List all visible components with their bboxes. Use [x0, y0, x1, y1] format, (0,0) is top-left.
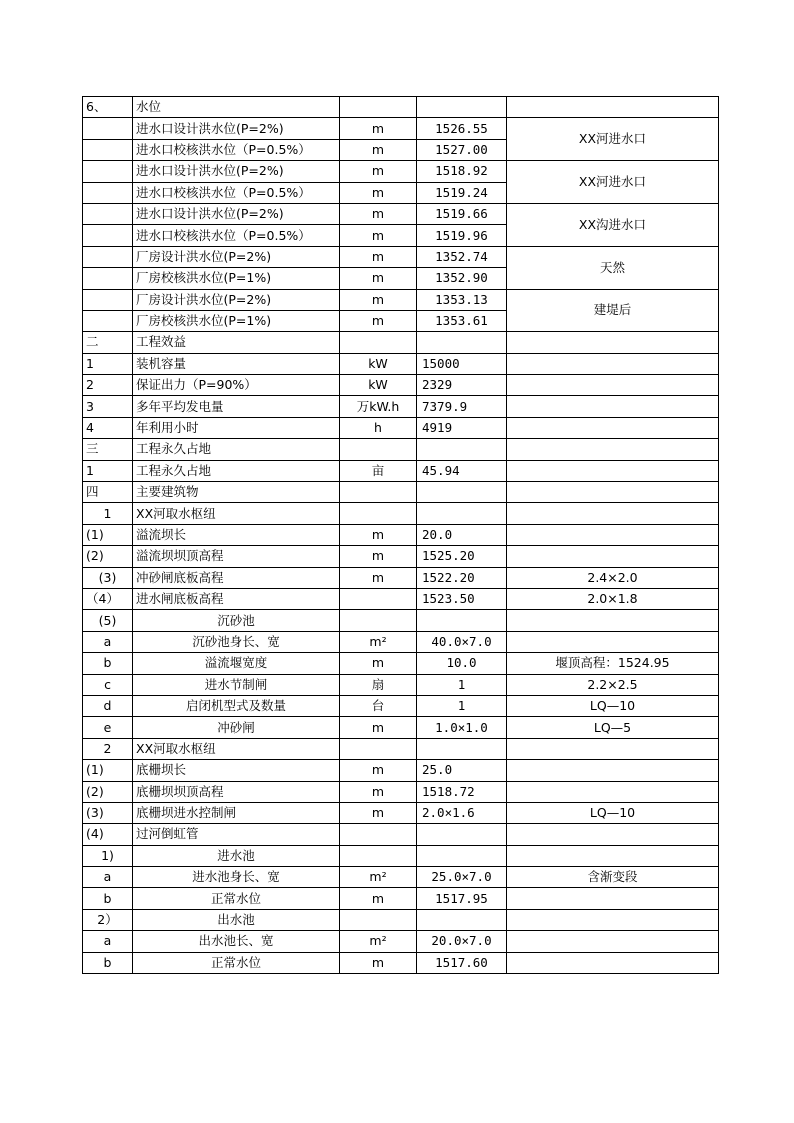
item-number-cell: 4 [83, 417, 133, 438]
unit-cell: m [340, 161, 417, 182]
item-name-cell: 进水口校核洪水位（P=0.5%） [133, 225, 340, 246]
item-name-cell: 溢流坝坝顶高程 [133, 546, 340, 567]
unit-cell: m² [340, 867, 417, 888]
remark-cell: 天然 [507, 246, 719, 289]
unit-cell: 亩 [340, 460, 417, 481]
table-row [83, 802, 719, 823]
item-name-cell: 沉砂池身长、宽 [133, 631, 340, 652]
value-cell: 1 [417, 695, 507, 716]
remark-cell: 堰顶高程：1524.95 [507, 653, 719, 674]
item-number-cell: 2 [83, 375, 133, 396]
item-name-cell: XX河取水枢纽 [133, 738, 340, 759]
unit-cell: m [340, 203, 417, 224]
remark-cell [507, 760, 719, 781]
value-cell: 1526.55 [417, 118, 507, 139]
remark-cell [507, 546, 719, 567]
value-cell [417, 845, 507, 866]
remark-cell [507, 375, 719, 396]
unit-cell: kW [340, 353, 417, 374]
unit-cell [340, 909, 417, 930]
item-name-cell: 冲砂闸底板高程 [133, 567, 340, 588]
value-cell [417, 610, 507, 631]
item-number-cell: (2) [83, 781, 133, 802]
unit-cell: m [340, 888, 417, 909]
item-number-cell: 1 [83, 353, 133, 374]
table-row [83, 845, 719, 866]
table-body [83, 97, 719, 974]
value-cell [417, 503, 507, 524]
table-row [83, 439, 719, 460]
value-cell [417, 909, 507, 930]
value-cell: 1523.50 [417, 588, 507, 609]
item-name-cell: 进水口设计洪水位(P=2%) [133, 118, 340, 139]
unit-cell: m [340, 139, 417, 160]
table-row [83, 631, 719, 652]
value-cell: 1525.20 [417, 546, 507, 567]
item-name-cell: 主要建筑物 [133, 482, 340, 503]
unit-cell: 万kW.h [340, 396, 417, 417]
value-cell: 1517.60 [417, 952, 507, 973]
item-name-cell: 底栅坝进水控制闸 [133, 802, 340, 823]
item-number-cell [83, 268, 133, 289]
item-name-cell: 出水池 [133, 909, 340, 930]
item-name-cell: 沉砂池 [133, 610, 340, 631]
unit-cell: m [340, 952, 417, 973]
item-number-cell [83, 182, 133, 203]
item-name-cell: 溢流坝长 [133, 524, 340, 545]
value-cell: 1.0×1.0 [417, 717, 507, 738]
item-number-cell: (3) [83, 802, 133, 823]
item-name-cell: 正常水位 [133, 888, 340, 909]
remark-cell: XX河进水口 [507, 118, 719, 161]
item-number-cell: b [83, 653, 133, 674]
item-name-cell: 多年平均发电量 [133, 396, 340, 417]
table-row [83, 588, 719, 609]
value-cell: 1527.00 [417, 139, 507, 160]
unit-cell [340, 610, 417, 631]
value-cell: 2329 [417, 375, 507, 396]
value-cell: 1352.74 [417, 246, 507, 267]
value-cell: 20.0 [417, 524, 507, 545]
item-number-cell [83, 139, 133, 160]
item-number-cell: （4） [83, 588, 133, 609]
table-row [83, 867, 719, 888]
remark-cell [507, 417, 719, 438]
table-row [83, 203, 719, 224]
item-number-cell [83, 289, 133, 310]
value-cell: 15000 [417, 353, 507, 374]
remark-cell: 2.2×2.5 [507, 674, 719, 695]
remark-cell: 2.0×1.8 [507, 588, 719, 609]
unit-cell: m [340, 310, 417, 331]
remark-cell [507, 738, 719, 759]
table-row [83, 417, 719, 438]
unit-cell: h [340, 417, 417, 438]
value-cell: 2.0×1.6 [417, 802, 507, 823]
value-cell: 4919 [417, 417, 507, 438]
item-number-cell: a [83, 867, 133, 888]
remark-cell [507, 439, 719, 460]
table-row [83, 760, 719, 781]
item-number-cell: (3) [83, 567, 133, 588]
value-cell: 45.94 [417, 460, 507, 481]
item-name-cell: 厂房校核洪水位(P=1%) [133, 310, 340, 331]
item-name-cell: 过河倒虹管 [133, 824, 340, 845]
item-number-cell [83, 161, 133, 182]
item-name-cell: 溢流堰宽度 [133, 653, 340, 674]
unit-cell [340, 332, 417, 353]
item-name-cell: 启闭机型式及数量 [133, 695, 340, 716]
item-name-cell: 进水口设计洪水位(P=2%) [133, 161, 340, 182]
item-number-cell: 二 [83, 332, 133, 353]
value-cell: 25.0×7.0 [417, 867, 507, 888]
remark-cell: LQ—10 [507, 695, 719, 716]
remark-cell [507, 482, 719, 503]
item-name-cell: 装机容量 [133, 353, 340, 374]
table-row [83, 567, 719, 588]
remark-cell [507, 952, 719, 973]
remark-cell [507, 396, 719, 417]
item-name-cell: 年利用小时 [133, 417, 340, 438]
item-number-cell [83, 118, 133, 139]
table-row [83, 503, 719, 524]
item-number-cell: (2) [83, 546, 133, 567]
remark-cell [507, 332, 719, 353]
table-row [83, 888, 719, 909]
value-cell [417, 332, 507, 353]
item-name-cell: 进水口校核洪水位（P=0.5%） [133, 139, 340, 160]
item-number-cell: (1) [83, 524, 133, 545]
value-cell: 1522.20 [417, 567, 507, 588]
item-name-cell: 进水节制闸 [133, 674, 340, 695]
remark-cell: LQ—5 [507, 717, 719, 738]
remark-cell [507, 631, 719, 652]
table-row [83, 332, 719, 353]
value-cell: 7379.9 [417, 396, 507, 417]
item-name-cell: 工程永久占地 [133, 460, 340, 481]
remark-cell [507, 845, 719, 866]
unit-cell: m [340, 717, 417, 738]
table-row [83, 97, 719, 118]
item-name-cell: 出水池长、宽 [133, 931, 340, 952]
unit-cell: m [340, 781, 417, 802]
table-row [83, 824, 719, 845]
remark-cell: LQ—10 [507, 802, 719, 823]
item-number-cell: (5) [83, 610, 133, 631]
unit-cell: kW [340, 375, 417, 396]
item-number-cell [83, 310, 133, 331]
item-name-cell: 冲砂闸 [133, 717, 340, 738]
unit-cell: m [340, 118, 417, 139]
value-cell: 1519.24 [417, 182, 507, 203]
item-number-cell: 1 [83, 460, 133, 481]
table-row [83, 909, 719, 930]
value-cell: 1519.66 [417, 203, 507, 224]
table-row [83, 695, 719, 716]
remark-cell: 2.4×2.0 [507, 567, 719, 588]
value-cell: 1519.96 [417, 225, 507, 246]
unit-cell: m [340, 268, 417, 289]
table-row [83, 610, 719, 631]
value-cell: 1353.61 [417, 310, 507, 331]
unit-cell: m [340, 760, 417, 781]
table-row [83, 952, 719, 973]
item-number-cell [83, 203, 133, 224]
remark-cell [507, 97, 719, 118]
remark-cell [507, 824, 719, 845]
item-name-cell: 厂房校核洪水位(P=1%) [133, 268, 340, 289]
remark-cell [507, 610, 719, 631]
unit-cell [340, 738, 417, 759]
value-cell [417, 738, 507, 759]
item-number-cell: 四 [83, 482, 133, 503]
unit-cell: m² [340, 631, 417, 652]
item-number-cell: 1 [83, 503, 133, 524]
unit-cell: m [340, 653, 417, 674]
item-name-cell: 进水池身长、宽 [133, 867, 340, 888]
table-row [83, 931, 719, 952]
item-number-cell: e [83, 717, 133, 738]
table-row [83, 524, 719, 545]
table-row [83, 118, 719, 139]
remark-cell [507, 353, 719, 374]
item-number-cell: 6、 [83, 97, 133, 118]
item-name-cell: 正常水位 [133, 952, 340, 973]
item-number-cell: 3 [83, 396, 133, 417]
unit-cell [340, 845, 417, 866]
unit-cell [340, 439, 417, 460]
remark-cell [507, 931, 719, 952]
value-cell [417, 439, 507, 460]
unit-cell [340, 824, 417, 845]
project-parameters-table [82, 96, 719, 974]
table-row [83, 653, 719, 674]
unit-cell [340, 482, 417, 503]
value-cell: 10.0 [417, 653, 507, 674]
table-row [83, 781, 719, 802]
item-number-cell: c [83, 674, 133, 695]
item-number-cell: b [83, 888, 133, 909]
item-number-cell: a [83, 931, 133, 952]
value-cell: 1353.13 [417, 289, 507, 310]
remark-cell: XX河进水口 [507, 161, 719, 204]
table-row [83, 738, 719, 759]
table-row [83, 717, 719, 738]
value-cell: 1518.72 [417, 781, 507, 802]
remark-cell [507, 888, 719, 909]
table-row [83, 375, 719, 396]
item-number-cell: (4) [83, 824, 133, 845]
item-number-cell: 2） [83, 909, 133, 930]
unit-cell: 台 [340, 695, 417, 716]
item-number-cell: a [83, 631, 133, 652]
unit-cell: m [340, 246, 417, 267]
table-row [83, 482, 719, 503]
remark-cell [507, 781, 719, 802]
unit-cell: m [340, 524, 417, 545]
item-number-cell [83, 246, 133, 267]
unit-cell [340, 97, 417, 118]
value-cell: 40.0×7.0 [417, 631, 507, 652]
value-cell: 25.0 [417, 760, 507, 781]
item-number-cell: 1) [83, 845, 133, 866]
item-number-cell: d [83, 695, 133, 716]
item-number-cell: (1) [83, 760, 133, 781]
unit-cell: m [340, 567, 417, 588]
table-row [83, 396, 719, 417]
unit-cell: m [340, 225, 417, 246]
unit-cell: m [340, 546, 417, 567]
item-name-cell: 底栅坝长 [133, 760, 340, 781]
item-name-cell: 厂房设计洪水位(P=2%) [133, 246, 340, 267]
unit-cell: 扇 [340, 674, 417, 695]
item-name-cell: 进水闸底板高程 [133, 588, 340, 609]
item-number-cell [83, 225, 133, 246]
item-name-cell: 水位 [133, 97, 340, 118]
remark-cell [507, 460, 719, 481]
item-name-cell: XX河取水枢纽 [133, 503, 340, 524]
unit-cell [340, 503, 417, 524]
item-number-cell: 三 [83, 439, 133, 460]
remark-cell [507, 503, 719, 524]
unit-cell: m [340, 289, 417, 310]
remark-cell [507, 909, 719, 930]
item-name-cell: 进水口设计洪水位(P=2%) [133, 203, 340, 224]
unit-cell: m [340, 802, 417, 823]
table-row [83, 674, 719, 695]
value-cell: 1352.90 [417, 268, 507, 289]
item-name-cell: 工程效益 [133, 332, 340, 353]
table-row [83, 246, 719, 267]
value-cell: 1518.92 [417, 161, 507, 182]
table-row [83, 546, 719, 567]
item-name-cell: 工程永久占地 [133, 439, 340, 460]
item-number-cell: 2 [83, 738, 133, 759]
value-cell: 20.0×7.0 [417, 931, 507, 952]
table-row [83, 161, 719, 182]
value-cell [417, 824, 507, 845]
value-cell: 1517.95 [417, 888, 507, 909]
item-name-cell: 进水口校核洪水位（P=0.5%） [133, 182, 340, 203]
value-cell: 1 [417, 674, 507, 695]
item-name-cell: 进水池 [133, 845, 340, 866]
remark-cell: XX沟进水口 [507, 203, 719, 246]
table-row [83, 289, 719, 310]
unit-cell [340, 588, 417, 609]
remark-cell: 建堤后 [507, 289, 719, 332]
unit-cell: m² [340, 931, 417, 952]
item-name-cell: 保证出力（P=90%） [133, 375, 340, 396]
item-number-cell: b [83, 952, 133, 973]
table-row [83, 353, 719, 374]
remark-cell [507, 524, 719, 545]
table-row [83, 460, 719, 481]
remark-cell: 含渐变段 [507, 867, 719, 888]
item-name-cell: 底栅坝坝顶高程 [133, 781, 340, 802]
value-cell [417, 482, 507, 503]
item-name-cell: 厂房设计洪水位(P=2%) [133, 289, 340, 310]
value-cell [417, 97, 507, 118]
unit-cell: m [340, 182, 417, 203]
